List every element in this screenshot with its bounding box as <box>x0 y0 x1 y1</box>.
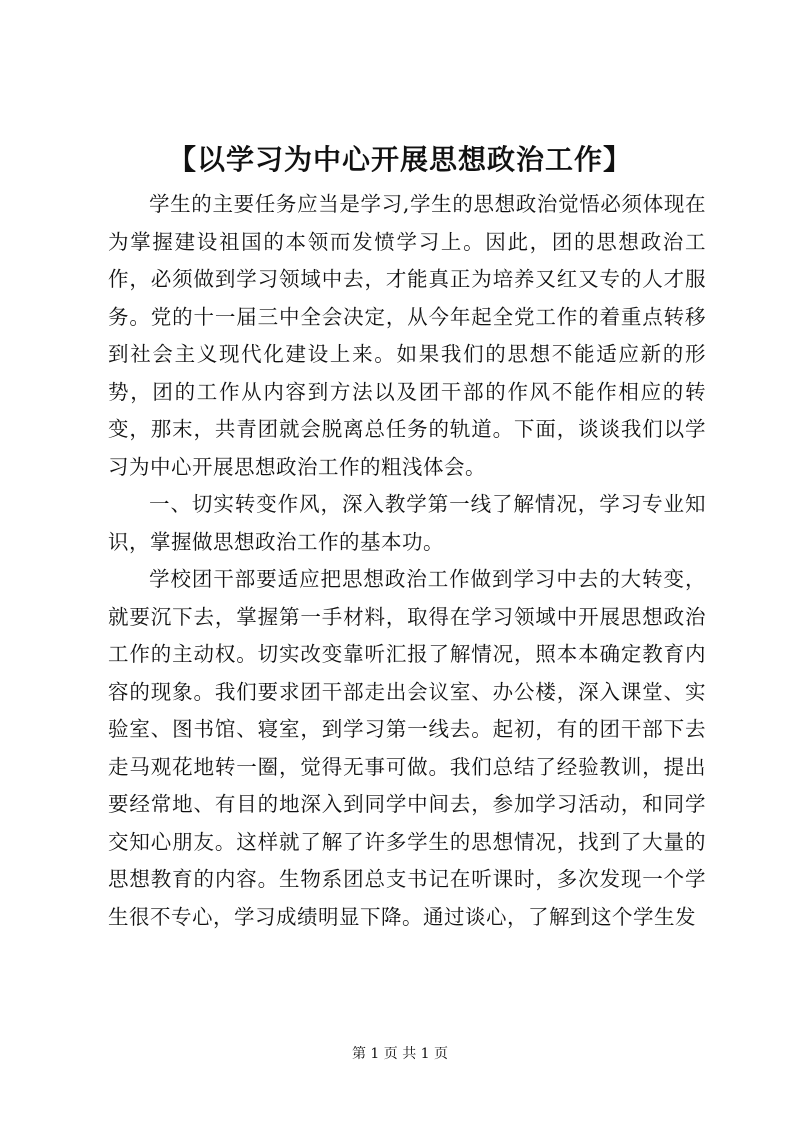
paragraph: 学校团干部要适应把思想政治工作做到学习中去的大转变，就要沉下去，掌握第一手材料，取得在学习领域中开展思想政治工作的主动权。切实改变靠听汇报了解情况，照本本确定教育内容的现象。我们要求团干部走出会议室、办公楼，深入课堂、实验室、图书馆、寝室，到学习第一线去。起初，有的团干部下去走马观花地转一圈，觉得无事可做。我们总结了经验教训，提出要经常地、有目的地深入到同学中间去，参加学习活动，和同学交知心朋友。这样就了解了许多学生的思想情况，找到了大量的思想教育的内容。生物系团总支书记在听课时，多次发现一个学生很不专心，学习成绩明显下降。通过谈心，了解到这个学生发 <box>108 567 706 929</box>
document-title: 【以学习为中心开展思想政治工作】 <box>167 143 632 176</box>
paragraph: 学生的主要任务应当是学习,学生的思想政治觉悟必须体现在为掌握建设祖国的本领而发愤学习上。因此，团的思想政治工作，必须做到学习领域中去，才能真正为培养又红又专的人才服务。党的十一届三中全会决定，从今年起全党工作的着重点转移到社会主义现代化建设上来。如果我们的思想不能适应新的形势，团的工作从内容到方法以及团干部的作风不能作相应的转变，那末，共青团就会脱离总任务的轨道。下面，谈谈我们以学习为中心开展思想政治工作的粗浅体会。 <box>108 192 706 479</box>
paragraph: 一、切实转变作风，深入教学第一线了解情况，学习专业知识，掌握做思想政治工作的基本功。 <box>108 492 706 554</box>
page-footer: 第 1 页 共 1 页 <box>351 1046 449 1062</box>
document-body <box>108 186 706 936</box>
